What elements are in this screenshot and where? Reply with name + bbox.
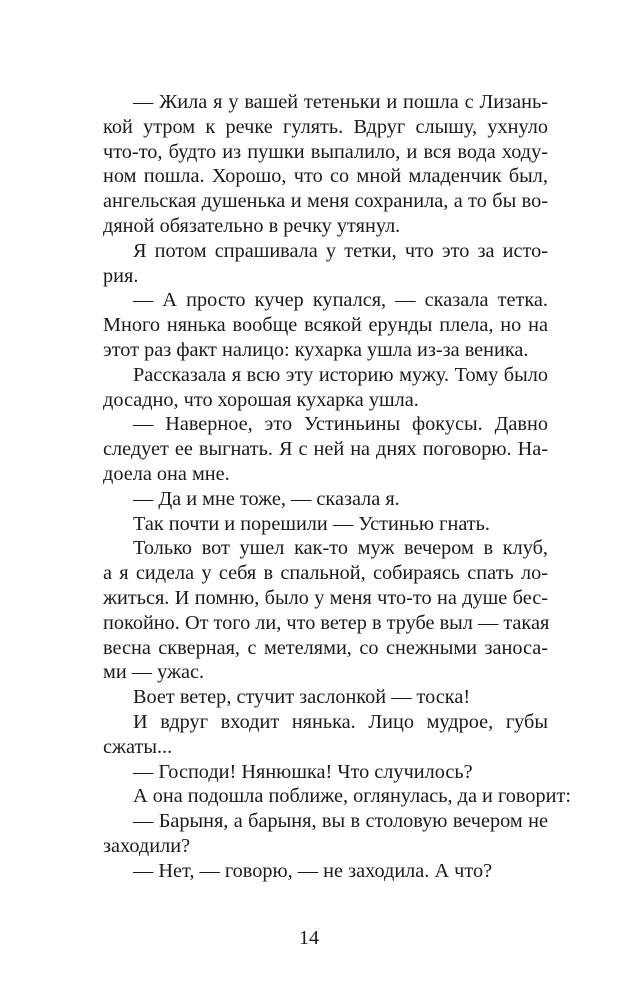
- text-line: — А просто кучер купался, — сказала тетка.: [133, 289, 548, 312]
- text-line: — Да и мне тоже, — сказала я.: [133, 487, 400, 510]
- text-line: заходили?: [103, 834, 191, 857]
- paragraph: [103, 685, 548, 710]
- text-line: — Наверное, это Устиньины фокусы. Давно: [133, 413, 548, 436]
- text-line: что-то, будто из пушки выпалило, и вся вода ходу-: [103, 140, 548, 163]
- paragraph: [103, 363, 548, 413]
- paragraph: [103, 239, 548, 289]
- text-line: ми — ужас.: [103, 661, 205, 684]
- text-line: Только вот ушел как-то муж вечером в клуб,: [133, 537, 548, 560]
- text-line: рия.: [103, 264, 139, 287]
- page-number: 14: [299, 927, 319, 949]
- paragraph: [103, 412, 548, 486]
- paragraph: [103, 487, 548, 512]
- paragraph: [103, 710, 548, 760]
- text-line: Так почти и порешили — Устинью гнать.: [133, 512, 490, 535]
- paragraph: [103, 784, 571, 809]
- text-line: Я потом спрашивала у тетки, что это за исто-: [133, 239, 548, 262]
- text-line: И вдруг входит нянька. Лицо мудрое, губы: [133, 710, 548, 733]
- paragraph: [103, 809, 548, 859]
- text-line: досадно, что хорошая кухарка ушла.: [103, 388, 419, 411]
- text-line: весна скверная, с метелями, со снежными заноса-: [103, 636, 548, 659]
- text-line: ангельская душенька и меня сохранила, а то бы во-: [103, 190, 548, 213]
- text-line: — Жила я у вашей тетеньки и пошла с Лизань-: [133, 91, 548, 113]
- text-line: — Барыня, а барыня, вы в столовую вечером не: [133, 810, 548, 833]
- page-body-text: [103, 90, 571, 884]
- text-line: житься. И помню, было у меня что-то на душе бес-: [103, 586, 548, 609]
- text-line: Рассказала я всю эту историю мужу. Тому было: [133, 363, 548, 386]
- text-line: а я сидела у себя в спальной, собираясь спать ло-: [103, 562, 548, 585]
- text-line: Воет ветер, стучит заслонкой — тоска!: [133, 686, 471, 709]
- text-line: доела она мне.: [103, 462, 230, 485]
- paragraph: [103, 512, 548, 537]
- text-line: — Господи! Нянюшка! Что случилось?: [133, 760, 473, 783]
- text-line: покойно. От того ли, что ветер в трубе выл — такая: [103, 611, 550, 634]
- paragraph: [103, 90, 548, 239]
- text-line: кой утром к речке гулять. Вдруг слышу, ухнуло: [103, 115, 548, 138]
- paragraph: [103, 536, 548, 685]
- paragraph: [103, 760, 548, 785]
- paragraph: [103, 859, 548, 884]
- text-line: дяной обязательно в речку утянул.: [103, 214, 401, 237]
- paragraph: [103, 288, 548, 362]
- text-line: А она подошла поближе, оглянулась, да и говорит:: [133, 785, 571, 808]
- text-line: — Нет, — говорю, — не заходила. А что?: [133, 859, 493, 882]
- text-line: этот раз факт налицо: кухарка ушла из-за веника.: [103, 338, 529, 361]
- text-line: следует ее выгнать. Я с ней на днях поговорю. На-: [103, 438, 548, 461]
- text-line: сжаты...: [103, 735, 173, 758]
- text-line: Много нянька вообще всякой ерунды плела, но на: [103, 314, 548, 337]
- text-line: ном пошла. Хорошо, что со мной младенчик был,: [103, 165, 548, 188]
